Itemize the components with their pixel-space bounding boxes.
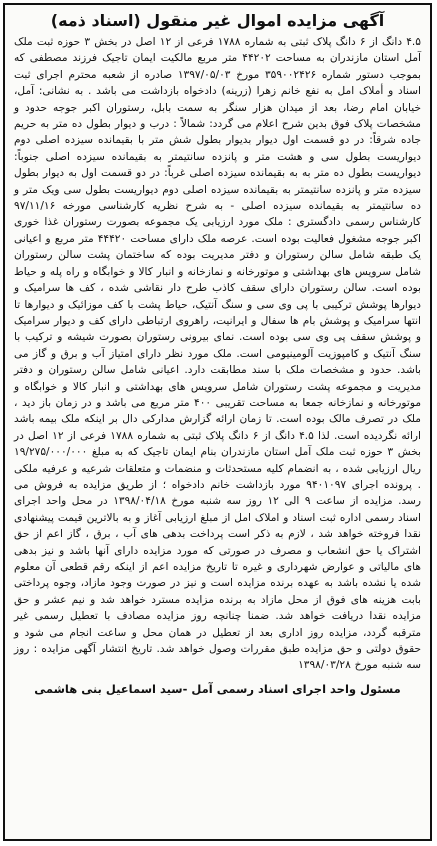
notice-frame <box>3 3 432 841</box>
notice-title: آگهی مزایده اموال غیر منقول (اسناد ذمه) <box>50 11 385 30</box>
notice-body: ۴.۵ دانگ از ۶ دانگ پلاک ثبتی به شماره ۱۷۸۸ فرعی از ۱۲ اصل در بخش ۳ حوزه ثبت ملک آمل استان مازندران به مساحت ۴۴۲۰۲ متر مربع مالکیت ایمان تاجیک فرزند مصطفی که بموجب دستور شماره ۳۵۹۰۰۲۴۲۶ مورخ ۱۳۹۷/۰۵/۰۳ صادره از شعبه محترم اجرای ثبت اسناد و أملاک امل به نفع خانم زهرا (زرینه) دادخواه بازداشت می باشد . به نشانی: آمل، خیابان امام رضا، بعد از میدان هزار سنگر به سمت بابل، رستوران اکبر جوجه حدود و مشخصات پلاک فوق بدین شرح اعلام می گردد: شمالاً : درب و دیوار بطول ده متر به حریم جاده شرقاً: در دو قسمت اول دیوار بدیوار بطول شش متر با بقیمانده سیزده اصلی دوم دیواریست بطول سی و هشت متر و پانزده سانتیمتر به بقیمانده سیزده اصلی جنوباً: دیواریست بطول ده متر به به بقیمانده سیزده اصلی غرباً: در دو قسمت اول به دیوار بطول سیزده متر و پانزده سانتیمتر به بقیمانده سیزده اصلی دوم دیواریست بطول سی ویک متر و ده سانتیمتر به بقیمانده سیزده اصلی - به شرح نظریه کارشناسی مورخه ۹۷/۱۱/۱۶ کارشناس رسمی دادگستری : ملک مورد ارزیابی یک مجموعه بصورت رستوران غذا خوری اکبر جوجه مشغول فعالیت بوده است. عرصه ملک دارای مساحت ۴۴۴۲۰ متر مربع و اعیانی یک طبقه شامل سالن رستوران و دفتر مدیریت بوده که ساختمان پشت سالن رستوران شامل سرویس های بهداشتی و موتورخانه و نمازخانه و انبار کالا و خوابگاه و راه پله و حیاط بوده است. سالن رستوران دارای سقف کاذب طرح دار نقاشی شده ، کف ها سرامیک و دیوارها پوشش ترکیبی با پی وی سی و سنگ آنتیک، حیاط پشت با کف موزائیک و دیوارها تا انتها سرامیک و پوشش بام ها سفال و ایرانیت، راهروی ارتباطی دارای کف و دیوار سرامیک و پوشش سقف پی وی سی بوده است. نمای بیرونی رستوران بصورت شیشه و ترکیب با سنگ آنتیک و کامپوزیت آلومینیومی است. ملک مورد نظر دارای امتیاز آب و برق و گاز می باشد. حدود و مشخصات ملک با سند مطابقت دارد. اعیانی شامل سالن رستوران و دفتر مدیریت و مجموعه پشت رستوران شامل سرویس های بهداشتی و انبار کالا و خوابگاه و موتورخانه و نمازخانه جمعا به مساحت تقریبی ۴۰۰ متر مربع می باشد و در زمان باز دید ، ملک در تصرف مالک بوده است. تا زمان ارائه گزارش مدارکی دال بر اینکه ملک بیمه باشد ارائه نگردیده است. لذا ۴.۵ دانگ از ۶ دانگ پلاک ثبتی به شماره ۱۷۸۸ فرعی از ۱۲ اصل در بخش ۳ حوزه ثبت ملک آمل استان مازندران بنام ایمان تاجیک که به مبلغ ۱۹/۲۷۵/۰۰۰/۰۰۰ ریال ارزیابی شده ، به انضمام کلیه مستحدثات و منضمات و متعلقات شرعیه و عرفیه ملکی . پرونده اجرای ۹۴۰۱۰۹۷ مورد بازداشت خانم دادخواه ؛ از طریق مزایده به فروش می رسد. مزایده از ساعت ۹ الی ۱۲ روز سه شنبه مورخ ۱۳۹۸/۰۴/۱۸ در محل واحد اجرای اسناد رسمی اداره ثبت اسناد و املاک امل از مبلغ ارزیابی آغاز و به بالاترین قیمت پیشنهادی نقدا فروخته خواهد شد ، لازم به ذکر است پرداخت بدهی های آب ، برق ، گاز اعم از حق اشتراک یا حق انشعاب و مصرف در صورتی که مورد مزایده دارای آنها باشد و نیز بدهی های مالیاتی و عوارض شهرداری و غیره تا تاریخ مزایده اعم از اینکه رقم قطعی آن معلوم شده یا نشده باشد به عهده برنده مزایده است و نیز در صورت وجود مازاد، وجوه پرداختی بابت هزینه های فوق از محل مازاد به برنده مزایده مسترد خواهد شد و نیم عشر و حق مزایده نقدا دریافت خواهد شد. ضمنا چنانچه روز مزایده مصادف با تعطیل رسمی غیر مترقبه گردد، مزایده روز اداری بعد از تعطیل در همان محل و ساعت انجام می شود و حقوق دولتی و حق مزایده طبق مقررات وصول خواهد شد. تاریخ انتشار آگهی مزایده : روز سه شنبه مورخ ۱۳۹۸/۰۳/۲۸ <box>14 36 422 672</box>
notice-signature: مسئول واحد اجرای اسناد رسمی آمل -سید اسماعیل بنی هاشمی <box>34 681 401 696</box>
